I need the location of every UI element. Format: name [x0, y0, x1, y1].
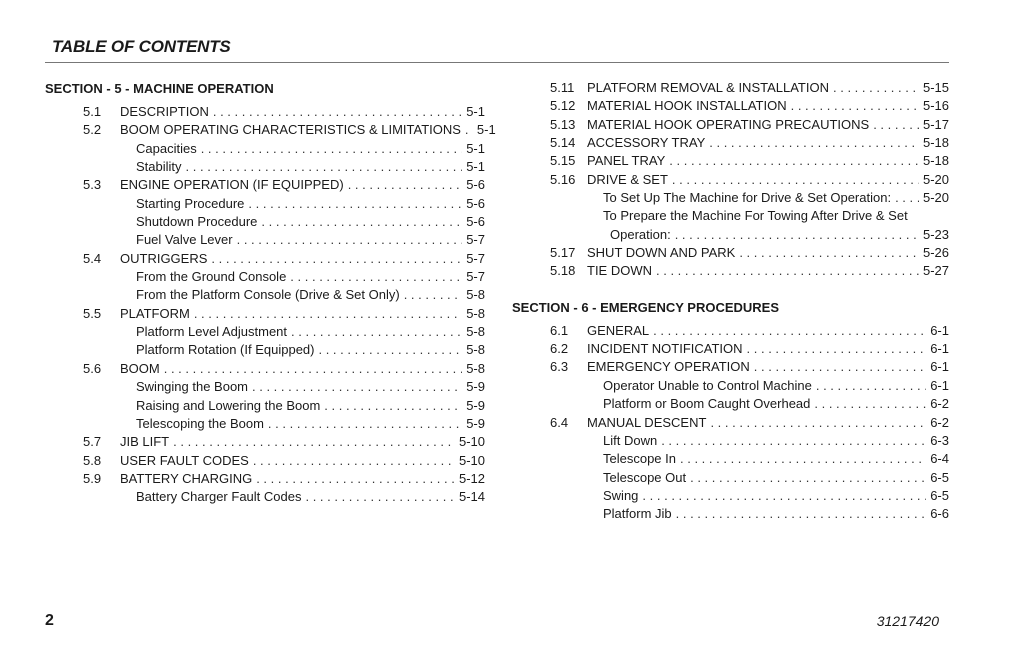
- toc-leader-dots: [814, 395, 926, 413]
- toc-entry-label: MATERIAL HOOK OPERATING PRECAUTIONS: [587, 116, 870, 132]
- toc-entry-page: 5-6: [466, 195, 485, 211]
- toc-entry-label: Stability: [136, 159, 182, 175]
- toc-entry-page: 6-2: [930, 396, 949, 412]
- toc-entry-number: 5.5: [83, 305, 102, 321]
- toc-leader-dots: [290, 268, 462, 286]
- toc-entry[interactable]: [45, 470, 485, 488]
- toc-entry-number: 6.3: [550, 359, 569, 375]
- toc-entry-label: Telescoping the Boom: [136, 415, 264, 431]
- toc-subentry[interactable]: [512, 505, 949, 523]
- toc-entry-number: 6.4: [550, 414, 569, 430]
- toc-entry-page: 5-1: [476, 122, 496, 138]
- toc-entry-page: 5-1: [466, 104, 485, 119]
- toc-entry-number: 5.7: [83, 434, 102, 450]
- toc-list-right-bottom: [512, 322, 949, 524]
- toc-subentry[interactable]: [45, 397, 485, 415]
- toc-leader-dots: [404, 286, 463, 304]
- toc-entry-label: BATTERY CHARGING: [120, 470, 253, 486]
- toc-entry-number: 5.9: [83, 470, 102, 486]
- toc-entry-label: Platform Level Adjustment: [136, 324, 288, 340]
- toc-subentry[interactable]: [512, 207, 949, 225]
- toc-left-column: [45, 79, 496, 507]
- toc-subentry[interactable]: [45, 231, 485, 249]
- toc-entry-label: USER FAULT CODES: [120, 452, 249, 468]
- toc-entry-page: 5-9: [466, 415, 485, 431]
- toc-entry[interactable]: [512, 116, 949, 134]
- toc-entry-label: Capacities: [136, 140, 197, 156]
- toc-leader-dots: [895, 189, 919, 207]
- toc-entry-page: 5-27: [922, 263, 949, 279]
- toc-leader-dots: [739, 244, 919, 262]
- header-rule: [45, 62, 949, 63]
- toc-leader-dots: [747, 340, 927, 358]
- toc-leader-dots: [791, 97, 919, 115]
- toc-entry-label: From the Ground Console: [136, 269, 287, 285]
- toc-leader-dots: [675, 226, 919, 244]
- toc-entry-page: 5-23: [922, 226, 949, 242]
- toc-entry-page: 6-1: [930, 322, 949, 338]
- toc-subentry[interactable]: [45, 415, 485, 433]
- toc-leader-dots: [642, 487, 926, 505]
- toc-entry-page: 5-9: [466, 397, 485, 413]
- toc-entry-label: Swinging the Boom: [136, 379, 249, 395]
- toc-entry-label: Swing: [603, 487, 639, 503]
- toc-entry[interactable]: [512, 414, 949, 432]
- toc-entry-label: Starting Procedure: [136, 195, 245, 211]
- toc-entry-page: 6-3: [930, 432, 949, 448]
- toc-entry-page: 5-8: [466, 287, 485, 303]
- section-heading: SECTION - 6 - EMERGENCY PROCEDURES: [512, 299, 780, 315]
- toc-entry-label: PLATFORM REMOVAL & INSTALLATION: [587, 80, 829, 95]
- toc-entry-number: 5.8: [83, 452, 102, 468]
- toc-entry[interactable]: [45, 121, 496, 139]
- toc-entry[interactable]: [45, 176, 485, 194]
- document-number: 31217420: [876, 613, 939, 629]
- toc-subentry[interactable]: [45, 195, 485, 213]
- toc-entry-label: Shutdown Procedure: [136, 214, 258, 230]
- toc-list-right-top: [512, 79, 949, 281]
- toc-entry[interactable]: [512, 152, 949, 170]
- toc-entry-label: Platform or Boom Caught Overhead: [603, 396, 811, 412]
- toc-entry-label: Fuel Valve Lever: [136, 232, 233, 248]
- toc-entry-page: 5-8: [466, 305, 485, 321]
- toc-leader-dots: [213, 103, 462, 121]
- toc-subentry[interactable]: [45, 378, 485, 396]
- toc-entry-page: 5-7: [466, 232, 485, 248]
- toc-entry-label: MANUAL DESCENT: [587, 414, 707, 430]
- toc-entry-page: 6-5: [930, 487, 949, 503]
- toc-entry-label: To Prepare the Machine For Towing After Drive & Set: [603, 208, 908, 224]
- toc-leader-dots: [291, 323, 462, 341]
- toc-entry-number: 6.1: [550, 322, 569, 338]
- toc-leader-dots: [873, 116, 919, 134]
- toc-leader-dots: [690, 469, 926, 487]
- toc-entry-number: 5.14: [550, 135, 576, 151]
- toc-leader-dots: [324, 397, 462, 415]
- toc-entry-page: 5-9: [466, 379, 485, 395]
- toc-subentry[interactable]: [45, 268, 485, 286]
- toc-entry-label: PLATFORM: [120, 305, 190, 321]
- toc-leader-dots: [754, 358, 926, 376]
- toc-entry-number: 5.3: [83, 177, 102, 193]
- toc-entry-number: 5.15: [550, 153, 576, 169]
- toc-entry[interactable]: [512, 322, 949, 340]
- toc-entry-label: Battery Charger Fault Codes: [136, 489, 302, 505]
- toc-leader-dots: [318, 341, 462, 359]
- toc-leader-dots: [186, 158, 463, 176]
- toc-entry-page: 6-2: [930, 414, 949, 430]
- toc-leader-dots: [676, 505, 927, 523]
- toc-entry-label: JIB LIFT: [120, 434, 170, 450]
- toc-entry[interactable]: [45, 360, 485, 378]
- toc-entry-label: Operation:: [610, 226, 671, 242]
- toc-entry-label: ENGINE OPERATION (IF EQUIPPED): [120, 177, 344, 193]
- toc-subentry[interactable]: [512, 469, 949, 487]
- toc-subentry[interactable]: [45, 341, 485, 359]
- toc-leader-dots: [672, 171, 919, 189]
- toc-entry-number: 5.6: [83, 360, 102, 376]
- toc-entry-label: OUTRIGGERS: [120, 250, 208, 266]
- toc-leader-dots: [653, 322, 926, 340]
- toc-entry-number: 5.17: [550, 245, 576, 261]
- toc-entry-page: 6-1: [930, 359, 949, 375]
- toc-entry-number: 5.12: [550, 98, 576, 114]
- toc-entry-label: INCIDENT NOTIFICATION: [587, 341, 743, 357]
- toc-right-column: [512, 79, 949, 524]
- toc-entry-label: BOOM: [120, 360, 160, 376]
- toc-entry-page: 5-8: [466, 324, 485, 340]
- toc-leader-dots: [253, 452, 455, 470]
- toc-entry-page: 5-12: [458, 470, 485, 486]
- toc-list-left: [45, 103, 496, 507]
- toc-leader-dots: [661, 432, 926, 450]
- toc-entry-number: 6.2: [550, 341, 569, 357]
- toc-subentry[interactable]: [512, 189, 949, 207]
- toc-subentry[interactable]: [512, 432, 949, 450]
- toc-entry-label: Operator Unable to Control Machine: [603, 377, 812, 393]
- toc-subentry[interactable]: [512, 487, 949, 505]
- toc-subentry[interactable]: [45, 158, 485, 176]
- toc-entry-page: 5-18: [922, 135, 949, 151]
- toc-entry-page: 5-6: [466, 214, 485, 230]
- toc-subentry[interactable]: [45, 488, 485, 506]
- toc-leader-dots: [211, 250, 462, 268]
- toc-entry-page: 5-20: [922, 190, 949, 206]
- toc-entry-label: Lift Down: [603, 432, 658, 448]
- toc-leader-dots: [248, 195, 462, 213]
- toc-leader-dots: [816, 377, 926, 395]
- toc-entry-number: 5.4: [83, 250, 102, 266]
- toc-leader-dots: [669, 152, 919, 170]
- toc-entry-number: 5.2: [83, 122, 102, 138]
- toc-leader-dots: [256, 470, 455, 488]
- toc-leader-dots: [237, 231, 463, 249]
- toc-entry-page: 5-8: [466, 360, 485, 376]
- toc-entry-page: 6-6: [930, 506, 949, 522]
- toc-entry-number: 5.1: [83, 104, 102, 119]
- toc-entry-label: Telescope In: [603, 451, 676, 467]
- toc-subentry[interactable]: [45, 323, 485, 341]
- toc-entry[interactable]: [512, 134, 949, 152]
- toc-entry[interactable]: [512, 171, 949, 189]
- toc-entry-page: 5-15: [922, 80, 949, 95]
- toc-entry-label: GENERAL: [587, 322, 650, 338]
- toc-entry-label: From the Platform Console (Drive & Set Only): [136, 287, 400, 303]
- toc-entry-page: 5-10: [458, 452, 485, 468]
- toc-entry-page: 6-1: [930, 341, 949, 357]
- toc-entry[interactable]: [45, 305, 485, 323]
- toc-entry-label: Platform Rotation (If Equipped): [136, 342, 315, 358]
- toc-entry-page: 5-14: [458, 489, 485, 505]
- toc-entry-page: 6-5: [930, 469, 949, 485]
- toc-entry-page: 5-1: [466, 140, 485, 156]
- toc-entry-page: 5-1: [466, 159, 485, 175]
- toc-entry-number: 5.18: [550, 263, 576, 279]
- toc-subentry[interactable]: [45, 213, 485, 231]
- toc-entry-number: 5.13: [550, 116, 576, 132]
- toc-entry-page: 5-17: [922, 116, 949, 132]
- toc-entry-page: 5-26: [922, 245, 949, 261]
- toc-entry[interactable]: [45, 250, 485, 268]
- toc-leader-dots: [305, 488, 455, 506]
- toc-entry-page: 5-8: [466, 342, 485, 358]
- toc-leader-dots: [164, 360, 462, 378]
- toc-subentry[interactable]: [512, 377, 949, 395]
- toc-leader-dots: [656, 262, 919, 280]
- toc-entry-label: PANEL TRAY: [587, 153, 666, 169]
- page-number: 2: [45, 612, 54, 629]
- toc-leader-dots: [173, 433, 455, 451]
- toc-entry-label: SHUT DOWN AND PARK: [587, 245, 736, 261]
- toc-entry-page: 5-6: [466, 177, 485, 193]
- toc-entry-label: DRIVE & SET: [587, 171, 668, 187]
- toc-leader-dots: [709, 134, 919, 152]
- toc-subentry[interactable]: [512, 450, 949, 468]
- toc-entry[interactable]: [512, 244, 949, 262]
- toc-entry-label: Platform Jib: [603, 506, 672, 522]
- page-title: TABLE OF CONTENTS: [52, 37, 231, 56]
- toc-entry-page: 5-20: [922, 171, 949, 187]
- toc-entry[interactable]: [512, 97, 949, 115]
- section-heading: SECTION - 5 - MACHINE OPERATION: [45, 81, 274, 96]
- toc-leader-dots: [348, 176, 463, 194]
- toc-entry[interactable]: [45, 433, 485, 451]
- toc-entry-page: 6-4: [930, 451, 949, 467]
- toc-leader-dots: [201, 140, 463, 158]
- toc-entry[interactable]: [512, 340, 949, 358]
- toc-entry-label: EMERGENCY OPERATION: [587, 359, 750, 375]
- toc-leader-dots: [194, 305, 462, 323]
- toc-entry-number: 5.16: [550, 171, 576, 187]
- toc-entry-label: To Set Up The Machine for Drive & Set Operation:: [603, 190, 892, 206]
- toc-entry-page: 5-16: [922, 98, 949, 114]
- toc-leader-dots: [833, 79, 919, 97]
- toc-entry-page: 5-18: [922, 153, 949, 169]
- toc-entry-label: Telescope Out: [603, 469, 687, 485]
- toc-entry-label: ACCESSORY TRAY: [587, 135, 706, 151]
- toc-entry-label: Raising and Lowering the Boom: [136, 397, 321, 413]
- toc-subentry[interactable]: [45, 286, 485, 304]
- toc-leader-dots: [710, 414, 926, 432]
- toc-entry-page: 5-10: [458, 434, 485, 450]
- toc-entry[interactable]: [512, 79, 949, 97]
- toc-entry-page: 5-7: [466, 269, 485, 285]
- toc-entry-continuation[interactable]: [512, 226, 949, 244]
- toc-leader-dots: [252, 378, 462, 396]
- toc-leader-dots: [261, 213, 462, 231]
- toc-leader-dots: [465, 121, 473, 139]
- toc-leader-dots: [680, 450, 926, 468]
- toc-entry[interactable]: [512, 262, 949, 280]
- toc-entry-label: MATERIAL HOOK INSTALLATION: [587, 98, 787, 114]
- toc-entry[interactable]: [512, 358, 949, 376]
- toc-subentry[interactable]: [45, 140, 485, 158]
- toc-entry-label: BOOM OPERATING CHARACTERISTICS & LIMITATIONS: [120, 122, 461, 138]
- toc-entry-number: 5.11: [550, 80, 575, 95]
- toc-entry-page: 5-7: [466, 250, 485, 266]
- toc-entry-page: 6-1: [930, 377, 949, 393]
- toc-subentry[interactable]: [512, 395, 949, 413]
- toc-entry-label: TIE DOWN: [587, 263, 652, 279]
- toc-leader-dots: [268, 415, 462, 433]
- toc-entry-label: DESCRIPTION: [120, 104, 209, 119]
- toc-entry[interactable]: [45, 103, 485, 121]
- toc-entry[interactable]: [45, 452, 485, 470]
